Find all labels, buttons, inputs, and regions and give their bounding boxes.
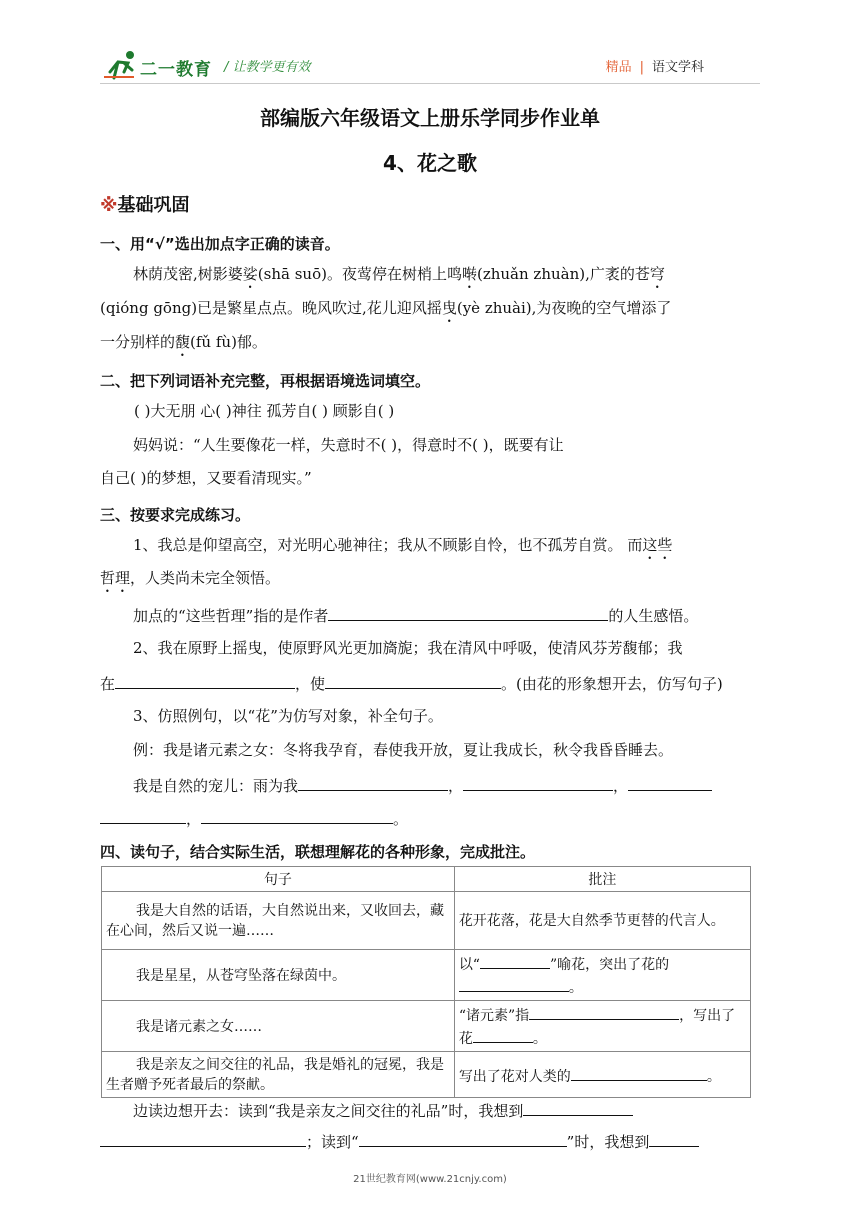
answer-blank[interactable] — [529, 1003, 679, 1020]
answer-blank[interactable] — [298, 774, 448, 791]
lesson-title: 4、花之歌 — [383, 151, 477, 175]
answer-blank[interactable] — [201, 807, 393, 824]
note-cell: 写出了花对人类的 。 — [454, 1052, 750, 1098]
section-label: 基础巩固 — [117, 195, 190, 216]
q3-s1-line-2: 哲理，人类尚未完全领悟。 — [100, 569, 281, 587]
reflection-line-2: ；读到“ ”时，我想到 — [100, 1130, 699, 1152]
q1-line-2: (qióng gōng)已是繁星点点。晚风吹过,花儿迎风摇曳(yè zhuài),为夜晚的空气增添了 — [100, 299, 672, 317]
dotted-char: 曳 — [441, 299, 457, 317]
note-cell: 花开花落，花是大自然季节更替的代言人。 — [454, 892, 750, 950]
q1-line-3: 一分别样的馥(fǔ fù)郁。 — [100, 333, 267, 351]
note-cell: 以“ ”喻花，突出了花的。 — [454, 950, 750, 1001]
answer-blank[interactable] — [480, 952, 550, 969]
q3-s3-fill: 我是自然的宠儿：雨为我 ， ， — [133, 774, 712, 796]
sentence-cell: 我是星星，从苍穹坠落在绿茵中。 — [102, 950, 455, 1001]
q3-example: 例：我是诸元素之女：冬将我孕育，春使我开放，夏让我成长，秋令我昏昏睡去。 — [133, 741, 674, 759]
reflection-line-1: 边读边想开去：读到“我是亲友之间交往的礼品”时，我想到 — [133, 1099, 633, 1121]
dotted-phrase: 哲理 — [100, 569, 131, 587]
answer-blank[interactable] — [328, 604, 608, 621]
answer-blank[interactable] — [100, 1130, 306, 1147]
document-title: 部编版六年级语文上册乐学同步作业单 — [260, 106, 600, 130]
column-header: 批注 — [454, 867, 750, 892]
answer-blank[interactable] — [115, 672, 295, 689]
section-heading — [100, 191, 190, 217]
answer-blank[interactable] — [628, 774, 712, 791]
dotted-char: 啭 — [461, 265, 477, 283]
annotation-table — [101, 866, 751, 1098]
q2-line-1: 妈妈说：“人生要像花一样，失意时不( )，得意时不( )，既要有让 — [133, 436, 564, 454]
dotted-char: 穹 — [649, 265, 665, 283]
dotted-char: 娑 — [242, 265, 258, 283]
table-row — [102, 892, 751, 950]
answer-blank[interactable] — [459, 975, 569, 992]
answer-blank[interactable] — [463, 774, 613, 791]
premium-tag: 精品 — [605, 60, 632, 75]
sentence-cell: 我是大自然的话语，大自然说出来，又收回去，藏在心间，然后又说一遍…… — [102, 892, 455, 950]
answer-blank[interactable] — [100, 807, 186, 824]
q1-line-1: 林荫茂密,树影婆娑(shā suō)。夜莺停在树梢上鸣啭(zhuǎn zhuàn),广袤的苍穹 — [133, 265, 665, 283]
header-tags — [606, 56, 704, 75]
q3-s3-fill-2: ， 。 — [100, 807, 408, 829]
logo-text: 二一教育 — [140, 60, 212, 80]
q3-s1-line: 1、我总是仰望高空，对光明心驰神往；我从不顾影自怜，也不孤芳自赏。 而这些 — [133, 536, 673, 554]
running-man-logo-icon — [104, 50, 140, 80]
reference-mark: ※ — [100, 195, 118, 216]
table-row — [102, 1001, 751, 1052]
answer-blank[interactable] — [571, 1064, 707, 1081]
subject-tag: 语文学科 — [651, 60, 704, 75]
answer-blank[interactable] — [473, 1026, 533, 1043]
q4-heading: 四、读句子，结合实际生活，联想理解花的各种形象，完成批注。 — [100, 843, 536, 861]
table-row — [102, 1052, 751, 1098]
column-header: 句子 — [102, 867, 455, 892]
answer-blank[interactable] — [649, 1130, 699, 1147]
sentence-cell: 我是亲友之间交往的礼品，我是婚礼的冠冕，我是生者赠予死者最后的祭献。 — [102, 1052, 455, 1098]
note-cell: “诸元素”指 ，写出了花 。 — [454, 1001, 750, 1052]
table-header-row — [102, 867, 751, 892]
q2-words: ( )大无朋 心( )神往 孤芳自( ) 顾影自( ) — [134, 402, 395, 420]
dotted-phrase: 这些 — [642, 536, 673, 554]
answer-blank[interactable] — [523, 1099, 633, 1116]
tag-separator: | — [639, 60, 644, 75]
answer-blank[interactable] — [325, 672, 501, 689]
q3-s2-line: 2、我在原野上摇曳，使原野风光更加旖旎；我在清风中呼吸，使清风芬芳馥郁；我 — [133, 639, 683, 657]
q3-heading: 三、按要求完成练习。 — [100, 506, 251, 524]
q3-s3-line: 3、仿照例句，以“花”为仿写对象，补全句子。 — [133, 707, 443, 725]
q3-s2-line-2: 在 ，使 。(由花的形象想开去，仿写句子) — [100, 672, 723, 694]
q3-s1-question: 加点的“这些哲理”指的是作者 的人生感悟。 — [133, 604, 698, 626]
header-divider — [100, 83, 760, 84]
table-row — [102, 950, 751, 1001]
q1-heading: 一、用“√”选出加点字正确的读音。 — [100, 235, 340, 253]
sentence-cell: 我是诸元素之女…… — [102, 1001, 455, 1052]
q2-heading: 二、把下列词语补充完整，再根据语境选词填空。 — [100, 372, 431, 390]
q2-line-2: 自己( )的梦想，又要看清现实。” — [100, 469, 312, 487]
slogan: / 让教学更有效 — [224, 60, 311, 75]
answer-blank[interactable] — [359, 1130, 567, 1147]
page-footer: 21世纪教育网(www.21cnjy.com) — [353, 1174, 507, 1185]
dotted-char: 馥 — [175, 333, 191, 351]
